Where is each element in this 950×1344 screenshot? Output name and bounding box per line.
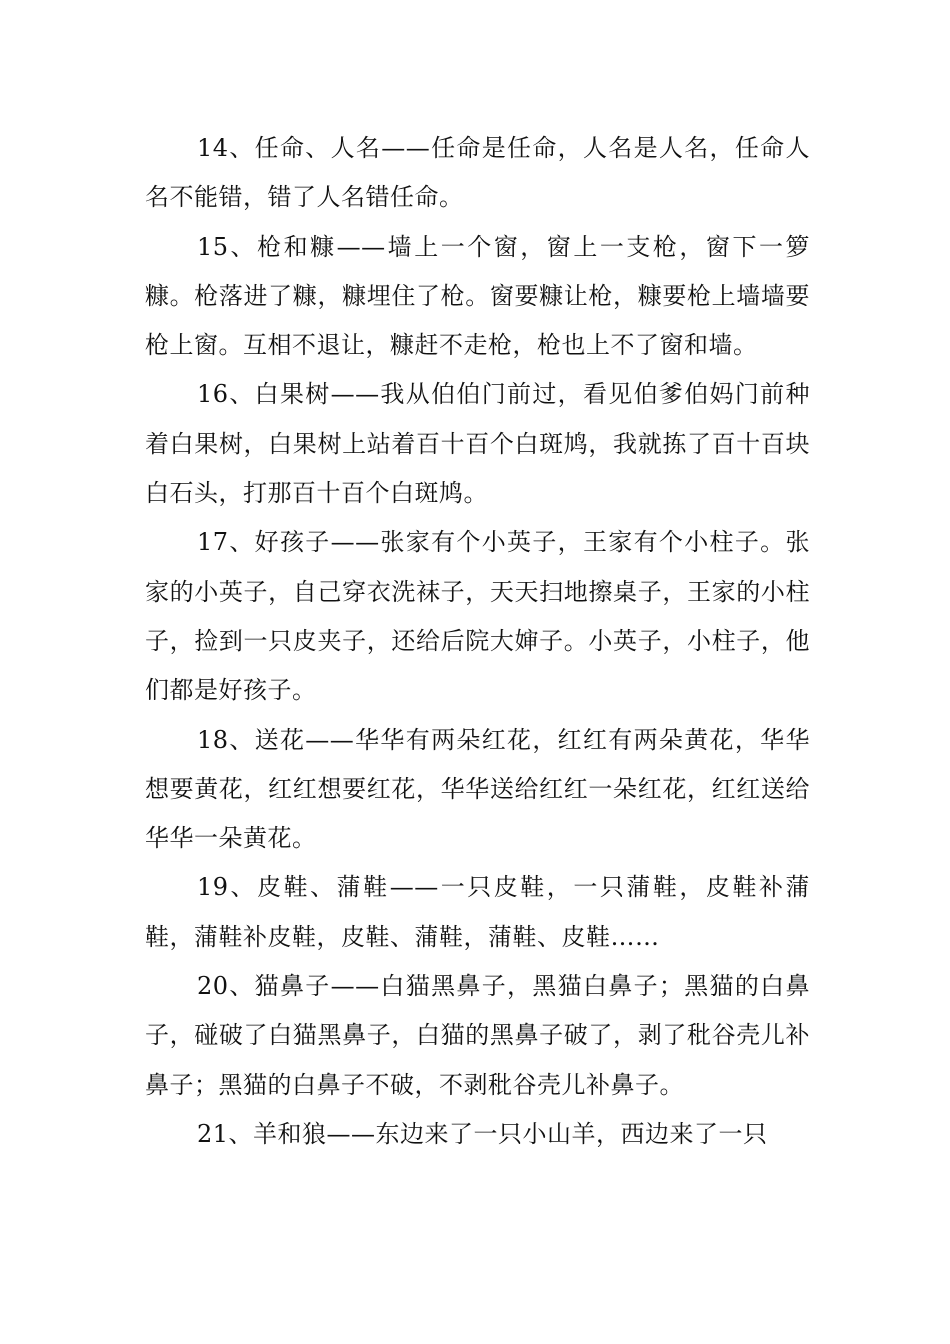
paragraph-tongue-twister-18: 18、送花——华华有两朵红花，红红有两朵黄花，华华想要黄花，红红想要红花，华华送给红红一朵红花，红红送给华华一朵黄花。 [145,725,810,853]
paragraph-tongue-twister-16: 16、白果树——我从伯伯门前过，看见伯爹伯妈门前种着白果树，白果树上站着百十百个白斑鸠，我就拣了百十百块白石头，打那百十百个白斑鸠。 [145,380,810,508]
paragraph-tongue-twister-15: 15、枪和糠——墙上一个窗，窗上一支枪，窗下一箩糠。枪落进了糠，糠埋住了枪。窗要糠让枪，糠要枪上墙墙要枪上窗。互相不退让，糠赶不走枪，枪也上不了窗和墙。 [145,232,810,360]
paragraph-tongue-twister-14: 14、任命、人名——任命是任命，人名是人名，任命人名不能错，错了人名错任命。 [145,134,810,212]
paragraph-tongue-twister-19: 19、皮鞋、蒲鞋——一只皮鞋，一只蒲鞋，皮鞋补蒲鞋，蒲鞋补皮鞋，皮鞋、蒲鞋，蒲鞋、皮鞋…… [145,873,810,951]
paragraph-tongue-twister-17: 17、好孩子——张家有个小英子，王家有个小柱子。张家的小英子，自己穿衣洗袜子，天天扫地擦桌子，王家的小柱子，捡到一只皮夹子，还给后院大婶子。小英子，小柱子，他们都是好孩子。 [145,528,810,705]
paragraph-tongue-twister-21: 21、羊和狼——东边来了一只小山羊，西边来了一只 [197,1119,768,1148]
document-body [145,124,810,1159]
paragraph-tongue-twister-20: 20、猫鼻子——白猫黑鼻子，黑猫白鼻子；黑猫的白鼻子，碰破了白猫黑鼻子，白猫的黑鼻子破了，剥了秕谷壳儿补鼻子；黑猫的白鼻子不破，不剥秕谷壳儿补鼻子。 [145,972,810,1099]
